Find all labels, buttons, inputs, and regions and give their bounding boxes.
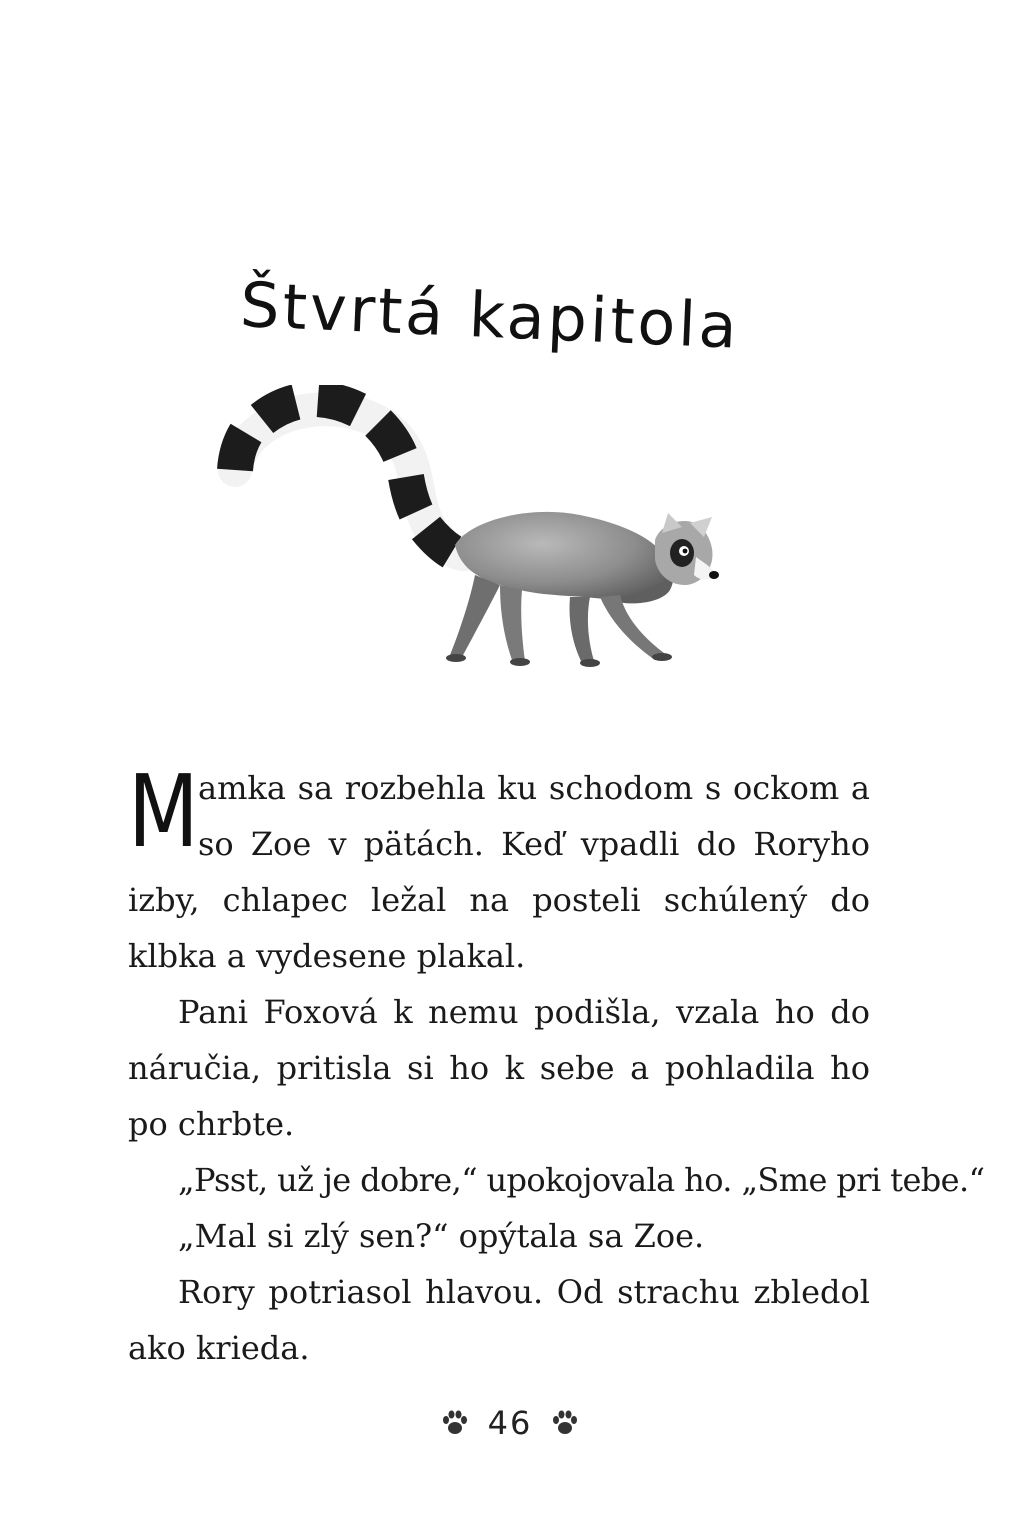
paragraph-3: „Psst, už je dobre,“ upokojovala ho. „Sme pri tebe.“: [178, 1161, 985, 1199]
lemur-illustration: [200, 385, 740, 685]
chapter-title: Štvrtá kapitola: [238, 268, 742, 363]
paw-print-icon: [440, 1408, 470, 1438]
paragraph-1: [128, 753, 870, 984]
chapter-body: [128, 753, 985, 1376]
drop-cap: M: [128, 753, 199, 870]
paragraph-2: Pani Foxová k nemu podišla, vzala ho do náručia, pritisla si ho k sebe a pohladila ho po chrbte.: [128, 993, 870, 1143]
paw-print-icon: [550, 1408, 580, 1438]
paragraph-1-text: amka sa rozbehla ku schodom s ockom a so Zoe v pätách. Keď vpadli do Roryho izby, chlapec ležal na posteli schúlený do klbka a vydesene plakal.: [128, 769, 870, 975]
page-number: 46: [487, 1404, 533, 1442]
page-footer: [420, 1398, 600, 1448]
paragraph-5: Rory potriasol hlavou. Od strachu zbledol ako krieda.: [128, 1273, 870, 1367]
paragraph-4: „Mal si zlý sen?“ opýtala sa Zoe.: [178, 1217, 705, 1255]
